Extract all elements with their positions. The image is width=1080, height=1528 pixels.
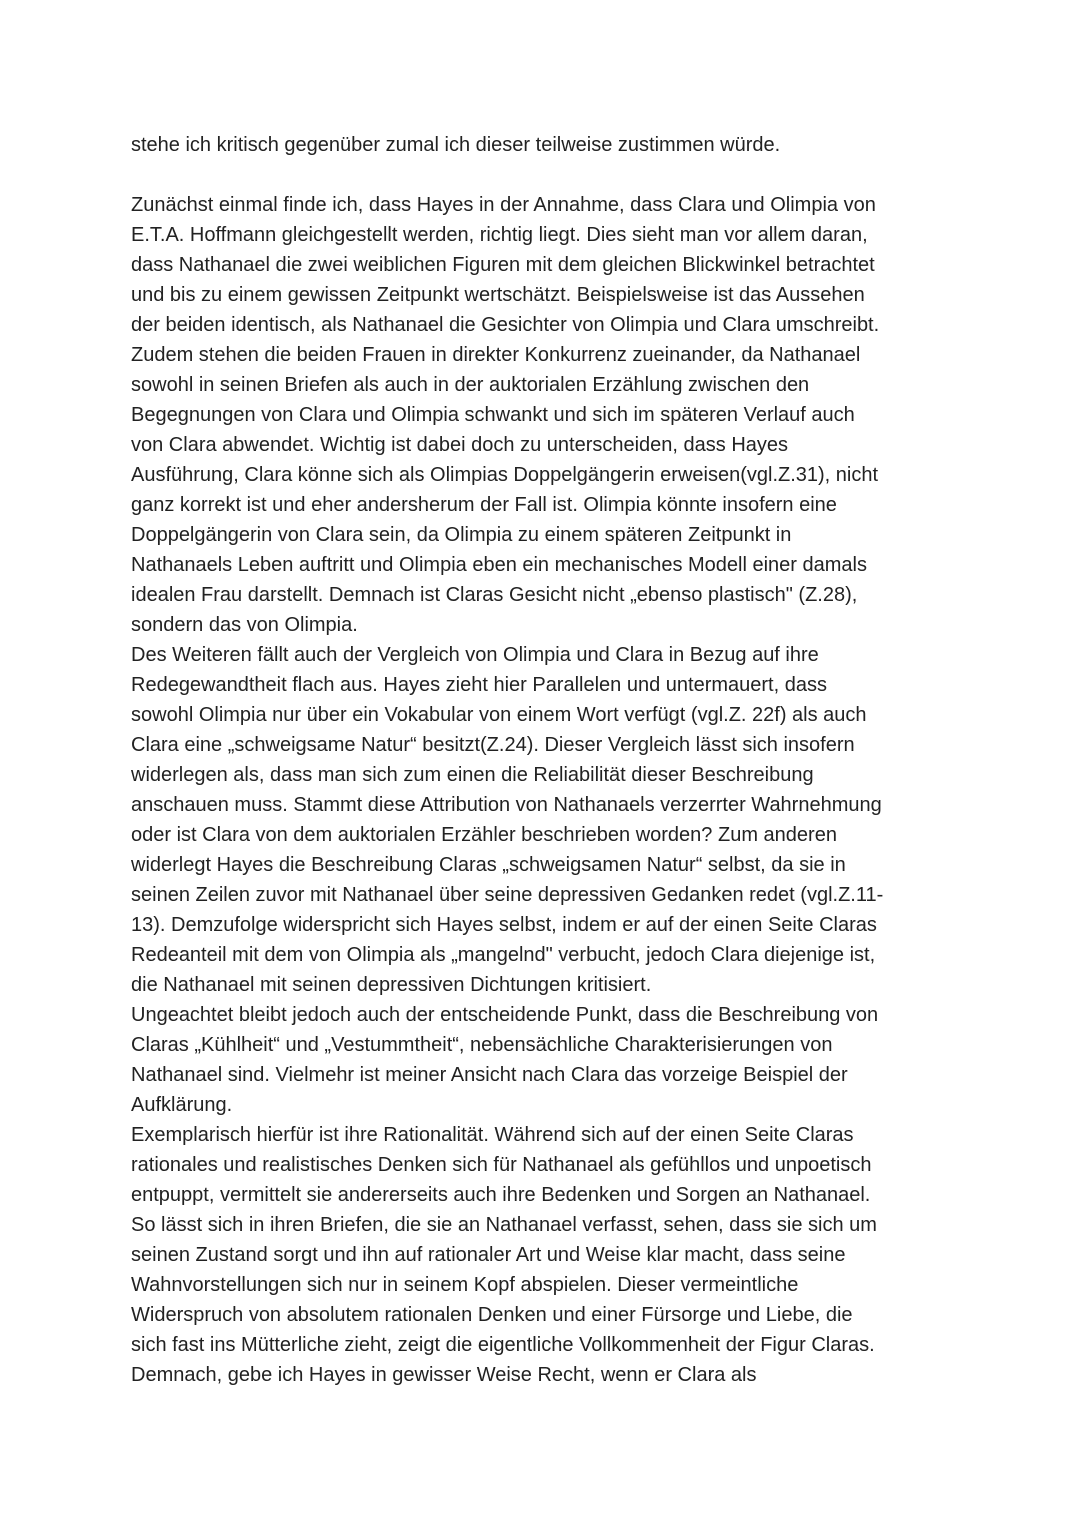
text-line: oder ist Clara von dem auktorialen Erzähler beschrieben worden? Zum anderen bbox=[131, 824, 837, 846]
text-line: Aufklärung. bbox=[131, 1094, 233, 1116]
text-line: Zunächst einmal finde ich, dass Hayes in der Annahme, dass Clara und Olimpia von bbox=[131, 194, 876, 216]
text-line: Doppelgängerin von Clara sein, da Olimpia zu einem späteren Zeitpunkt in bbox=[131, 524, 792, 546]
body-text bbox=[131, 190, 961, 1390]
text-line: Begegnungen von Clara und Olimpia schwankt und sich im späteren Verlauf auch bbox=[131, 404, 855, 426]
text-line: So lässt sich in ihren Briefen, die sie an Nathanael verfasst, sehen, dass sie sich um bbox=[131, 1214, 877, 1236]
text-line: sich fast ins Mütterliche zieht, zeigt die eigentliche Vollkommenheit der Figur Claras. bbox=[131, 1334, 875, 1356]
text-line: Exemplarisch hierfür ist ihre Rationalität. Während sich auf der einen Seite Claras bbox=[131, 1124, 854, 1146]
text-line: Redeanteil mit dem von Olimpia als „mangelnd" verbucht, jedoch Clara diejenige ist, bbox=[131, 944, 876, 966]
text-line: Claras „Kühlheit“ und „Vestummtheit“, nebensächliche Charakterisierungen von bbox=[131, 1034, 833, 1056]
text-line: 13). Demzufolge widerspricht sich Hayes selbst, indem er auf der einen Seite Claras bbox=[131, 914, 877, 936]
text-line: Redegewandtheit flach aus. Hayes zieht hier Parallelen und untermauert, dass bbox=[131, 674, 827, 696]
text-line: Nathanael sind. Vielmehr ist meiner Ansicht nach Clara das vorzeige Beispiel der bbox=[131, 1064, 848, 1086]
text-line: Zudem stehen die beiden Frauen in direkter Konkurrenz zueinander, da Nathanael bbox=[131, 344, 861, 366]
text-line: entpuppt, vermittelt sie andererseits auch ihre Bedenken und Sorgen an Nathanael. bbox=[131, 1184, 871, 1206]
text-line: seinen Zustand sorgt und ihn auf rationaler Art und Weise klar macht, dass seine bbox=[131, 1244, 846, 1266]
text-line: und bis zu einem gewissen Zeitpunkt wertschätzt. Beispielsweise ist das Aussehen bbox=[131, 284, 865, 306]
text-line: Clara eine „schweigsame Natur“ besitzt(Z.24). Dieser Vergleich lässt sich insofern bbox=[131, 734, 855, 756]
text-line: Demnach, gebe ich Hayes in gewisser Weise Recht, wenn er Clara als bbox=[131, 1364, 757, 1386]
opening-line bbox=[131, 130, 961, 160]
text-line: seinen Zeilen zuvor mit Nathanael über seine depressiven Gedanken redet (vgl.Z.11- bbox=[131, 884, 884, 906]
text-line: Nathanaels Leben auftritt und Olimpia eben ein mechanisches Modell einer damals bbox=[131, 554, 867, 576]
text-line: sondern das von Olimpia. bbox=[131, 614, 358, 636]
text-line: Ausführung, Clara könne sich als Olimpias Doppelgängerin erweisen(vgl.Z.31), nicht bbox=[131, 464, 879, 486]
text-line: ganz korrekt ist und eher andersherum der Fall ist. Olimpia könnte insofern eine bbox=[131, 494, 837, 516]
text-line: stehe ich kritisch gegenüber zumal ich dieser teilweise zustimmen würde. bbox=[131, 134, 781, 156]
text-line: Des Weiteren fällt auch der Vergleich von Olimpia und Clara in Bezug auf ihre bbox=[131, 644, 819, 666]
text-line: widerlegen als, dass man sich zum einen die Reliabilität dieser Beschreibung bbox=[131, 764, 814, 786]
text-line: idealen Frau darstellt. Demnach ist Claras Gesicht nicht „ebenso plastisch" (Z.28), bbox=[131, 584, 858, 606]
text-line: widerlegt Hayes die Beschreibung Claras „schweigsamen Natur“ selbst, da sie in bbox=[131, 854, 846, 876]
text-line: Widerspruch von absolutem rationalen Denken und einer Fürsorge und Liebe, die bbox=[131, 1304, 853, 1326]
text-line: E.T.A. Hoffmann gleichgestellt werden, richtig liegt. Dies sieht man vor allem daran, bbox=[131, 224, 868, 246]
text-line: anschauen muss. Stammt diese Attribution von Nathanaels verzerrter Wahrnehmung bbox=[131, 794, 882, 816]
text-line: sowohl in seinen Briefen als auch in der auktorialen Erzählung zwischen den bbox=[131, 374, 810, 396]
text-line: Ungeachtet bleibt jedoch auch der entscheidende Punkt, dass die Beschreibung von bbox=[131, 1004, 879, 1026]
text-line: sowohl Olimpia nur über ein Vokabular von einem Wort verfügt (vgl.Z. 22f) als auch bbox=[131, 704, 867, 726]
text-line: der beiden identisch, als Nathanael die Gesichter von Olimpia und Clara umschreibt. bbox=[131, 314, 880, 336]
text-line: Wahnvorstellungen sich nur in seinem Kopf abspielen. Dieser vermeintliche bbox=[131, 1274, 799, 1296]
text-line: dass Nathanael die zwei weiblichen Figuren mit dem gleichen Blickwinkel betrachtet bbox=[131, 254, 875, 276]
text-line: von Clara abwendet. Wichtig ist dabei doch zu unterscheiden, dass Hayes bbox=[131, 434, 789, 456]
text-line: rationales und realistisches Denken sich für Nathanael als gefühllos und unpoetisch bbox=[131, 1154, 872, 1176]
text-line: die Nathanael mit seinen depressiven Dichtungen kritisiert. bbox=[131, 974, 652, 996]
